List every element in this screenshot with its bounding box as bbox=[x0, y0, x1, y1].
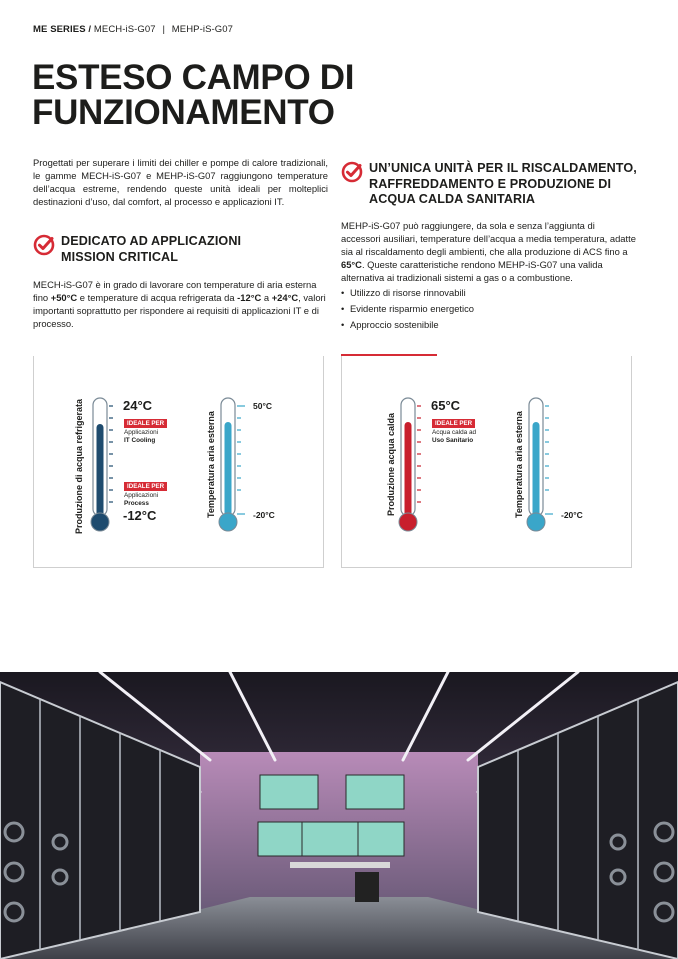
air-min-value: -20°C bbox=[253, 510, 275, 520]
badge-line: Acqua calda ad bbox=[432, 429, 477, 436]
section-title bbox=[61, 234, 241, 265]
air-axis-label: Temperatura aria esterna bbox=[206, 411, 216, 518]
water-max-value: 65°C bbox=[431, 398, 461, 413]
text: e temperature di acqua refrigerata da bbox=[77, 292, 238, 303]
panel-chiller-range bbox=[33, 356, 324, 568]
section-heating-heading bbox=[341, 161, 651, 208]
list-item: • Evidente risparmio energetico bbox=[341, 301, 631, 317]
badge-line: Applicazioni bbox=[124, 492, 159, 499]
ideal-description bbox=[124, 492, 158, 508]
panel-heatpump-range bbox=[341, 356, 632, 568]
air-min-value: -20°C bbox=[561, 510, 583, 520]
section-title bbox=[369, 161, 637, 208]
water-axis-label: Produzione acqua calda bbox=[386, 412, 396, 516]
highlight: -12°C bbox=[237, 292, 262, 303]
model-a: MECH-iS-G07 bbox=[93, 24, 156, 35]
water-axis-label: Produzione di acqua refrigerata bbox=[74, 398, 84, 534]
section-mission-critical-body bbox=[33, 278, 333, 330]
breadcrumb bbox=[33, 24, 233, 35]
highlight: +50°C bbox=[50, 292, 78, 303]
breadcrumb-separator: | bbox=[162, 24, 166, 35]
title-line-2: FUNZIONAMENTO bbox=[32, 93, 335, 132]
text: MECH-iS-G07 è in grado di lavorare con temperature di aria esterna fino bbox=[33, 279, 317, 303]
section-mission-critical-heading bbox=[33, 234, 333, 265]
badge-line-bold: IT Cooling bbox=[124, 437, 156, 444]
thermometer-air-icon bbox=[523, 396, 553, 536]
text: , valori importanti soprattutto per rispondere ai requisiti di applicazioni IT e di processo. bbox=[33, 292, 326, 329]
datacenter-photo bbox=[0, 672, 678, 959]
badge-line-bold: Process bbox=[124, 500, 149, 507]
text: MEHP-iS-G07 può raggiungere, da sola e senza l’aggiunta di accessori ausiliari, temperature dell’acqua a media temperatura, adatte sia al riscaldamento degli ambienti, che alla produzione di ACS fino a bbox=[341, 220, 636, 257]
thermometer-water-cold-icon bbox=[87, 396, 113, 536]
water-min-value: -12°C bbox=[123, 508, 157, 523]
section-heating-body bbox=[341, 219, 636, 284]
ideal-badge: IDEALE PER bbox=[432, 419, 475, 428]
title-line-1: ESTESO CAMPO DI bbox=[32, 58, 355, 97]
air-max-value: 50°C bbox=[253, 401, 272, 411]
thermometer-air-icon bbox=[215, 396, 245, 536]
section-title-line: DEDICATO AD APPLICAZIONI bbox=[61, 234, 242, 248]
section-title-line: MISSION CRITICAL bbox=[61, 249, 179, 264]
water-max-value: 24°C bbox=[123, 398, 153, 413]
ideal-description bbox=[432, 429, 476, 445]
highlight: +24°C bbox=[271, 292, 299, 303]
list-item: • Utilizzo di risorse rinnovabili bbox=[341, 285, 631, 301]
highlight: 65°C bbox=[341, 259, 362, 270]
ideal-badge: IDEALE PER bbox=[124, 419, 167, 428]
air-axis-label: Temperatura aria esterna bbox=[514, 411, 524, 518]
intro-paragraph: Progettati per superare i limiti dei chiller e pompe di calore tradizionali, le gamme MECH-iS-G07 e MEHP-iS-G07 raggiungono temperature dell’acqua estreme, rendendo queste unità ideali per molteplici destinazioni d’uso, dal comfort, al processo e applicazioni IT. bbox=[33, 157, 328, 207]
badge-line: Applicazioni bbox=[124, 429, 159, 436]
section-title-line: RAFFREDDAMENTO E PRODUZIONE DI bbox=[369, 176, 612, 191]
section-title-line: ACQUA CALDA SANITARIA bbox=[369, 192, 536, 206]
series-label: ME SERIES / bbox=[33, 24, 92, 35]
list-item: • Approccio sostenibile bbox=[341, 317, 631, 333]
model-b: MEHP-iS-G07 bbox=[171, 24, 234, 35]
check-circle-icon bbox=[341, 161, 363, 183]
benefits-list bbox=[341, 285, 631, 333]
ideal-description bbox=[124, 429, 158, 445]
ideal-badge: IDEALE PER bbox=[124, 482, 167, 491]
check-circle-icon bbox=[33, 234, 55, 256]
badge-line-bold: Uso Sanitario bbox=[432, 437, 474, 444]
section-title-line: UN’UNICA UNITÀ PER IL RISCALDAMENTO, bbox=[369, 161, 637, 175]
page-title bbox=[32, 60, 392, 130]
datacenter-illustration bbox=[0, 672, 678, 959]
text: a bbox=[261, 292, 272, 303]
thermometer-water-hot-icon bbox=[395, 396, 421, 536]
text: . Queste caratteristiche rendono MEHP-iS-G07 una valida alternativa ai tradizionali sistemi a gas o a combustione. bbox=[341, 259, 603, 283]
